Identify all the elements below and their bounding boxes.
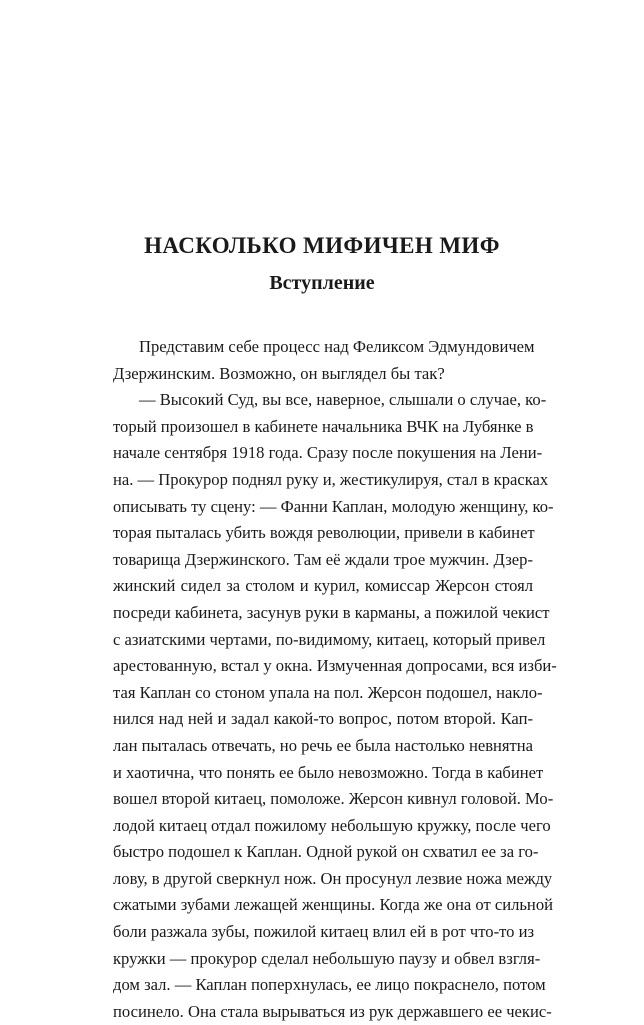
chapter-title: НАСКОЛЬКО МИФИЧЕН МИФ <box>144 233 500 258</box>
text-line: товарища Дзержинского. Там её ждали трое мужчин. Дзер- <box>113 549 533 569</box>
text-line: тая Каплан со стоном упала на пол. Жерсон подошел, накло- <box>113 682 543 702</box>
text-line: Представим себе процесс над Феликсом Эдмундовичем <box>139 337 535 356</box>
text-line: вошел второй китаец, помоложе. Жерсон кивнул головой. Мо- <box>113 789 554 809</box>
chapter-subtitle: Вступление <box>269 272 375 294</box>
text-line: посреди кабинета, засунув руки в карманы, а пожилой чекист <box>113 602 550 622</box>
text-line: торый произошел в кабинете начальника ВЧК на Лубянке в <box>113 416 534 436</box>
text-line: лан пыталась отвечать, но речь ее была настолько невнятна <box>113 735 534 755</box>
text-line: посинело. Она стала вырываться из рук державшего ее чекис- <box>113 1001 552 1021</box>
text-line: торая пыталась убить вождя революции, привели в кабинет <box>113 523 535 543</box>
text-line: Дзержинским. Возможно, он выглядел бы так? <box>113 363 445 383</box>
text-line: описывать ту сцену: — Фанни Каплан, молодую женщину, ко- <box>113 496 554 516</box>
text-line: с азиатскими чертами, по-видимому, китаец, который привел <box>113 629 546 649</box>
text-line: начале сентября 1918 года. Сразу после покушения на Лени- <box>113 443 543 463</box>
text-line: кружки — прокурор сделал небольшую паузу и обвел взгля- <box>113 948 541 968</box>
text-line: лову, в другой сверкнул нож. Он просунул лезвие ножа между <box>113 868 553 888</box>
text-line: на. — Прокурор поднял руку и, жестикулируя, стал в красках <box>113 469 549 489</box>
text-line: арестованную, встал у окна. Измученная допросами, вся изби- <box>113 656 557 676</box>
text-line: боли разжала зубы, пожилой китаец влил ей в рот что-то из <box>113 922 535 942</box>
text-line: и хаотична, что понять ее было невозможно. Тогда в кабинет <box>113 762 544 782</box>
text-line: лодой китаец отдал пожилому небольшую кружку, после чего <box>113 815 551 835</box>
text-line: жинский сидел за столом и курил, комиссар Жерсон стоял <box>113 576 533 596</box>
text-line: быстро подошел к Каплан. Одной рукой он схватил ее за го- <box>113 842 539 862</box>
body-text <box>113 334 557 1025</box>
text-line: сжатыми зубами лежащей женщины. Когда же она от сильной <box>113 895 553 915</box>
text-line: нился над ней и задал какой-то вопрос, потом второй. Кап- <box>113 709 533 729</box>
text-line: дом зал. — Каплан поперхнулась, ее лицо покраснело, потом <box>113 975 546 995</box>
text-line: — Высокий Суд, вы все, наверное, слышали о случае, ко- <box>139 390 547 410</box>
